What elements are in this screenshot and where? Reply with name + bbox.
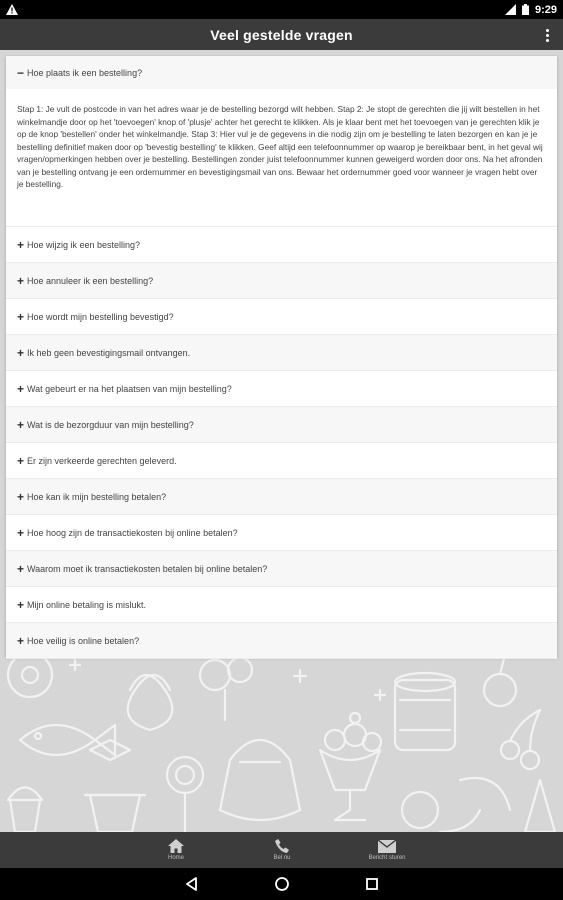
plus-icon: + bbox=[17, 453, 25, 468]
plus-icon: + bbox=[17, 489, 25, 504]
signal-icon bbox=[505, 4, 516, 15]
plus-icon: + bbox=[17, 345, 25, 360]
minus-icon: − bbox=[17, 65, 25, 80]
faq-item-open[interactable] bbox=[6, 56, 557, 89]
back-icon[interactable] bbox=[184, 876, 200, 892]
faq-question: Wat is de bezorgduur van mijn bestelling? bbox=[27, 419, 194, 430]
page-title: Veel gestelde vragen bbox=[210, 26, 353, 43]
faq-question: Hoe wijzig ik een bestelling? bbox=[27, 239, 141, 250]
warning-icon bbox=[6, 4, 18, 15]
faq-item[interactable] bbox=[6, 371, 557, 407]
faq-list bbox=[6, 56, 557, 657]
faq-item[interactable] bbox=[6, 623, 557, 659]
faq-question: Wat gebeurt er na het plaatsen van mijn bestelling? bbox=[27, 383, 232, 394]
system-nav-bar bbox=[0, 868, 563, 900]
battery-icon bbox=[522, 4, 529, 15]
faq-item[interactable] bbox=[6, 299, 557, 335]
status-time: 9:29 bbox=[534, 3, 557, 16]
faq-question: Waarom moet ik transactiekosten betalen bij online betalen? bbox=[27, 563, 268, 574]
faq-question: Hoe hoog zijn de transactiekosten bij online betalen? bbox=[27, 527, 238, 538]
faq-question: Hoe plaats ik een bestelling? bbox=[27, 67, 143, 78]
plus-icon: + bbox=[17, 381, 25, 396]
faq-item[interactable] bbox=[6, 515, 557, 551]
faq-item[interactable] bbox=[6, 443, 557, 479]
home-icon bbox=[168, 839, 184, 853]
faq-question: Hoe veilig is online betalen? bbox=[27, 635, 140, 646]
recents-icon[interactable] bbox=[364, 876, 380, 892]
faq-question: Hoe kan ik mijn bestelling betalen? bbox=[27, 491, 167, 502]
mail-icon bbox=[378, 840, 396, 853]
plus-icon: + bbox=[17, 633, 25, 648]
faq-question: Hoe wordt mijn bestelling bevestigd? bbox=[27, 311, 174, 322]
app-bar bbox=[0, 19, 563, 50]
more-vert-icon[interactable] bbox=[541, 25, 553, 45]
tab-label-call: Bel nu bbox=[273, 855, 291, 861]
faq-question: Mijn online betaling is mislukt. bbox=[27, 599, 147, 610]
plus-icon: + bbox=[17, 525, 25, 540]
plus-icon: + bbox=[17, 597, 25, 612]
faq-item[interactable] bbox=[6, 587, 557, 623]
faq-question: Hoe annuleer ik een bestelling? bbox=[27, 275, 154, 286]
tab-label-home: Home bbox=[167, 855, 184, 861]
home-circle-icon[interactable] bbox=[274, 876, 290, 892]
plus-icon: + bbox=[17, 309, 25, 324]
plus-icon: + bbox=[17, 561, 25, 576]
faq-item[interactable] bbox=[6, 479, 557, 515]
plus-icon: + bbox=[17, 273, 25, 288]
faq-question: Er zijn verkeerde gerechten geleverd. bbox=[27, 455, 177, 466]
plus-icon: + bbox=[17, 417, 25, 432]
plus-icon: + bbox=[17, 237, 25, 252]
faq-item[interactable] bbox=[6, 551, 557, 587]
status-bar bbox=[0, 0, 563, 19]
tab-label-message: Bericht sturen bbox=[368, 854, 406, 861]
faq-question: Ik heb geen bevestigingsmail ontvangen. bbox=[27, 347, 191, 358]
bottom-tab-bar bbox=[0, 832, 563, 868]
faq-answer: Stap 1: Je vult de postcode in van het adres waar je de bestelling bezorgd wilt hebben. Stap 2: Je stopt de gerechten die jij wilt bestellen in het winkelmandje door op het 'toevoegen' knop of 'plusje' achter het gerecht te klikken. Als je klaar bent met het toevoegen van je gerechten klik je op de knop 'bestellen' onder het winkelmandje. Stap 3: Hier vul je de gegevens in die nodig zijn om je bestelling te laten bezorgen en kan je je bestelling definitief maken door op 'bevestig bestelling' te klikken. Geef altijd een telefoonnummer op waarop je bereikbaar bent, in het geval wij vragen/opmerkingen hebben over je bestelling. Bestellingen zonder juist telefoonnummer kunnen geweigerd worden door ons. Na het afronden van je bestelling ontvang je een ordernummer en bevestigingsmail van ons. Bewaar het ordernummer goed voor wanneer je vragen hebt over je bestelling. bbox=[6, 89, 557, 227]
faq-item[interactable] bbox=[6, 263, 557, 299]
tab-call[interactable] bbox=[237, 832, 327, 868]
faq-item[interactable] bbox=[6, 227, 557, 263]
tab-home[interactable] bbox=[131, 832, 221, 868]
faq-item[interactable] bbox=[6, 335, 557, 371]
faq-item[interactable] bbox=[6, 407, 557, 443]
phone-icon bbox=[275, 839, 289, 853]
tab-message[interactable] bbox=[342, 832, 432, 868]
